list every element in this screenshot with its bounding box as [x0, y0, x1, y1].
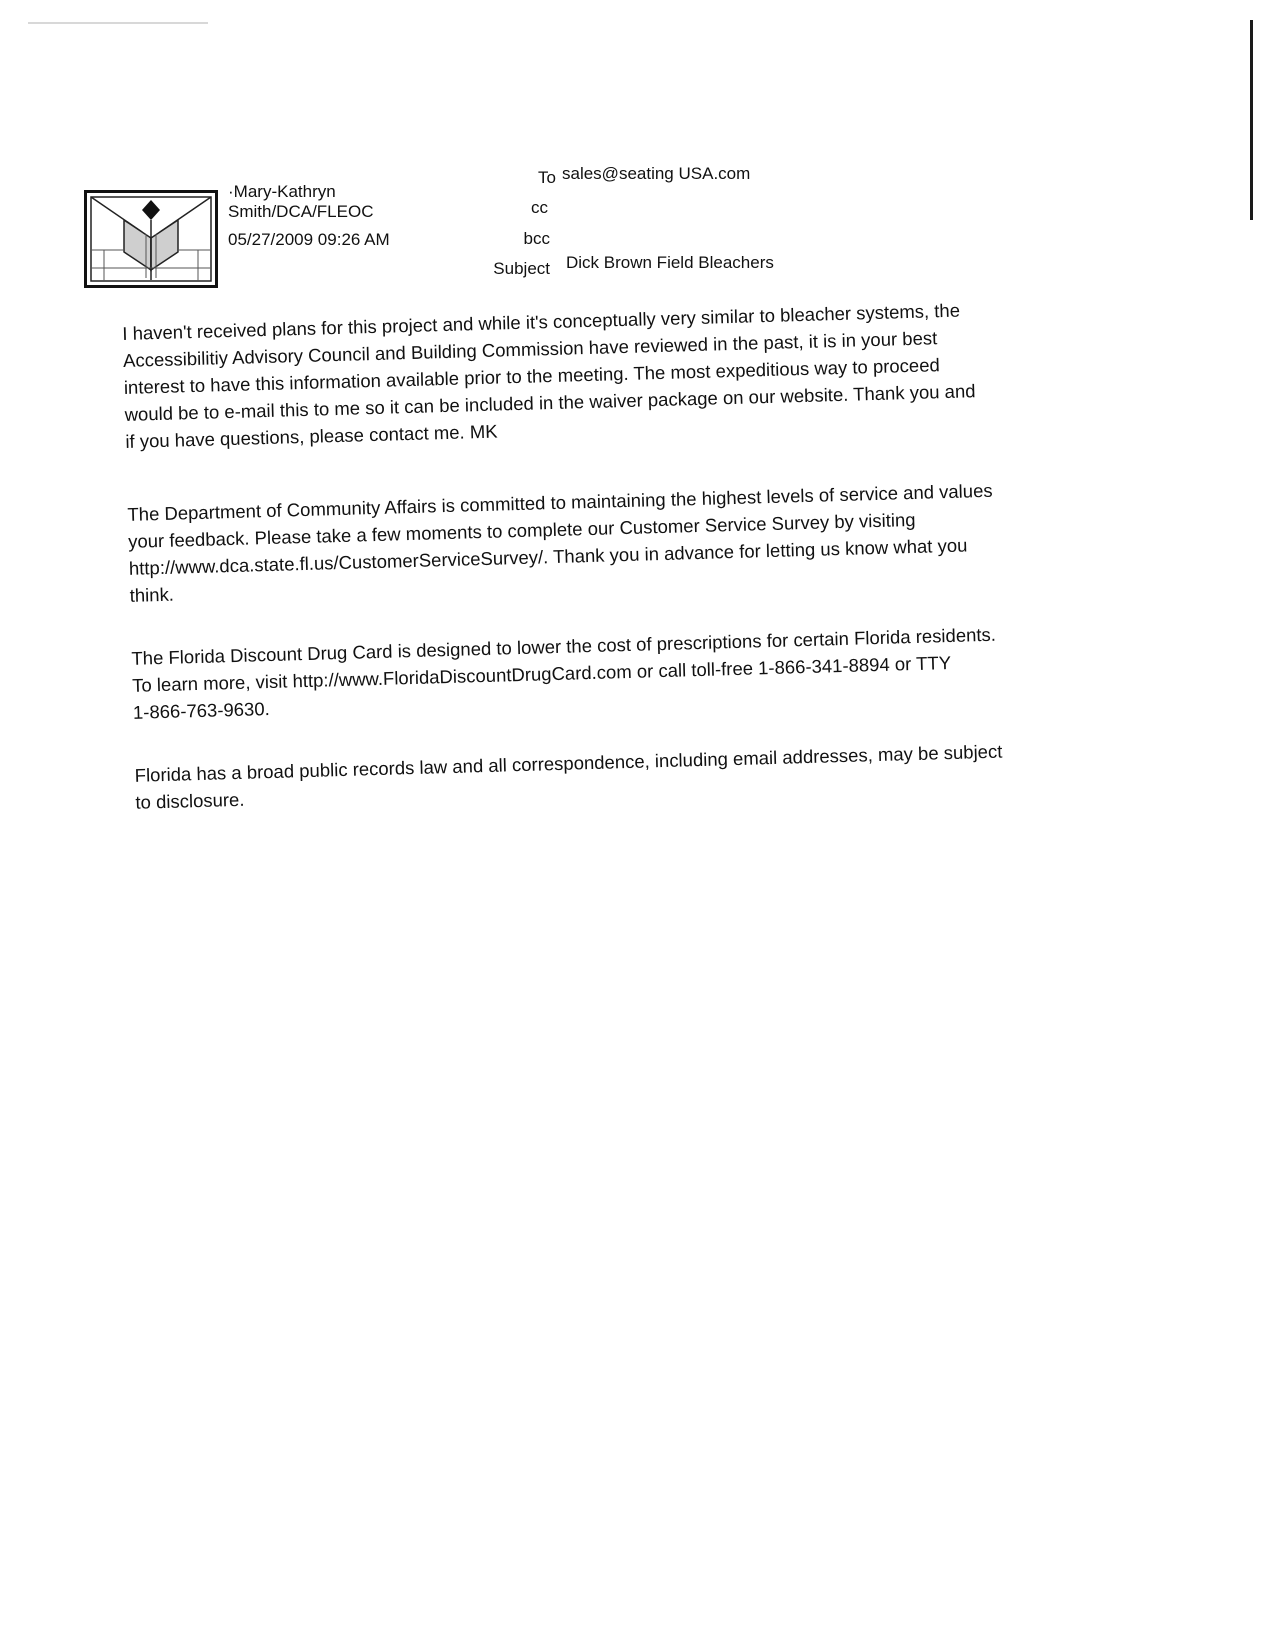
scan-smudge [28, 22, 208, 24]
scan-edge-line [1250, 20, 1253, 220]
to-label: To [538, 168, 556, 187]
to-row [500, 164, 900, 192]
email-body [122, 293, 1106, 852]
sent-date: 05/27/2009 09:26 AM [228, 230, 390, 249]
to-value: sales@seating USA.com [562, 164, 751, 183]
sender-block [228, 182, 488, 250]
survey-paragraph: The Department of Community Affairs is committed to maintaining the highest levels of service and values your feedback. Please take a few moments to complete our Customer Service Survey by visiting http://www.dca.state.fl.us/CustomerServiceSurvey/. Thank you in advance for letting us know what you think. [127, 479, 993, 606]
bcc-row [500, 229, 900, 253]
sender-logo-icon [84, 190, 218, 288]
drug-card-paragraph: The Florida Discount Drug Card is designed to lower the cost of prescriptions for certain Florida residents. To learn more, visit http://www.FloridaDiscountDrugCard.com or call toll-free 1-866-341-8894 or TTY 1-866-763-9630. [131, 623, 997, 723]
public-records-paragraph: Florida has a broad public records law and all correspondence, including email addresses, may be subject to disclosure. [134, 740, 1003, 813]
bcc-label: bcc [523, 229, 550, 248]
message-paragraph: I haven't received plans for this project and while it's conceptually very similar to bleacher systems, the Accessibilitiy Advisory Council and Building Commission have reviewed in the past, it is in your best interest to have this information available prior to the meeting. The most expeditious way to proceed would be to e-mail this to me so it can be included in the waiver package on our website. Thank you and if you have questions, please contact me. MK [122, 299, 976, 452]
cc-row [500, 198, 900, 222]
subject-row [493, 253, 900, 283]
subject-label: Subject [493, 259, 550, 278]
subject-value: Dick Brown Field Bleachers [566, 253, 774, 272]
sender-name: ·Mary-Kathryn Smith/DCA/FLEOC [228, 182, 374, 221]
cc-label: cc [531, 198, 548, 217]
